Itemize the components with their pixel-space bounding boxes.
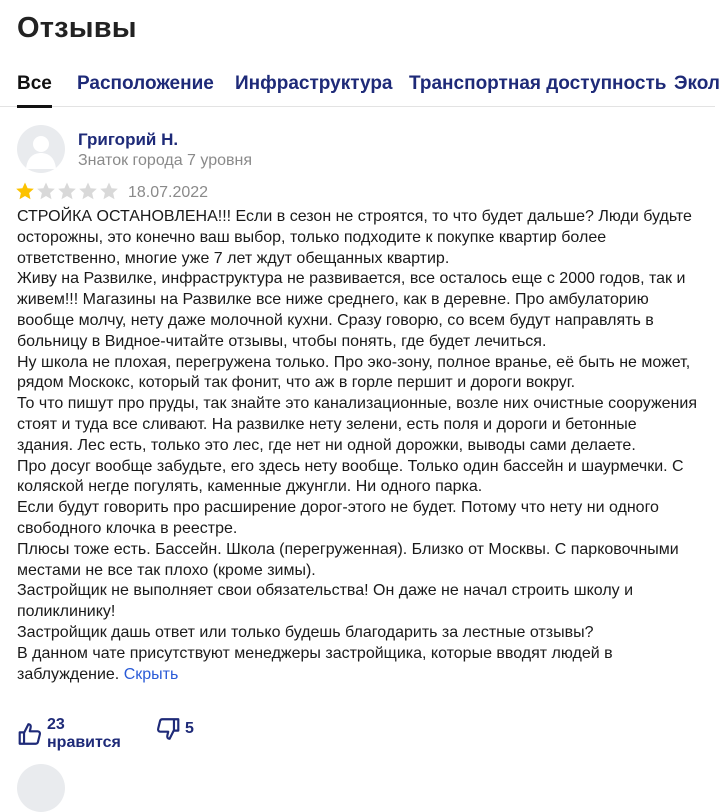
review-date: 18.07.2022	[128, 184, 209, 201]
dislikes-count: 5	[185, 720, 194, 737]
likes-label: 23 нравится	[47, 716, 121, 751]
thumbs-up-icon	[17, 721, 43, 747]
star-empty-icon	[99, 181, 119, 201]
hide-link[interactable]: Скрыть	[123, 665, 179, 683]
star-empty-icon	[78, 181, 98, 201]
review-paragraph: Если будут говорить про расширение дорог-этого не будет. Потому что нету ни одного свободного клочка в реестре.	[17, 499, 659, 537]
like-button[interactable]	[17, 716, 121, 752]
rating-stars	[15, 181, 120, 203]
tab-transport[interactable]: Транспортная доступность	[409, 73, 667, 94]
tab-location[interactable]: Расположение	[77, 73, 214, 94]
review-paragraph: Застройщик дашь ответ или только будешь благодарить за лестные отзывы?	[17, 623, 594, 641]
author-name[interactable]: Григорий Н.	[78, 130, 179, 149]
review-paragraph: Про досуг вообще забудьте, его здесь нету вообще. Только один бассейн и шаурмечки. С коляской негде погулять, каменные джунгли. Ни одного парка.	[17, 457, 684, 496]
star-empty-icon	[36, 181, 56, 201]
review-paragraph-last	[17, 644, 697, 686]
avatar[interactable]	[17, 125, 65, 173]
tab-all[interactable]: Все	[17, 73, 52, 94]
review-paragraph: СТРОЙКА ОСТАНОВЛЕНА!!! Если в сезон не строятся, то что будет дальше? Люди будьте осторожны, это конечно ваш выбор, только подходите к покупке квартир более ответственно, многие уже 7 лет ждут обещанных квартир.	[17, 208, 692, 267]
review-paragraph: Ну школа не плохая, перегружена только. Про эко-зону, полное вранье, её быть не может, рядом Москокс, который так фонит, что аж в горле першит и дороги вокруг.	[17, 353, 691, 392]
star-filled-icon	[15, 181, 35, 201]
dislike-button[interactable]	[155, 716, 194, 742]
review-paragraph: Плюсы тоже есть. Бассейн. Школа (перегруженная). Близко от Москвы. С парковочными местами не все так плохо (кроме зимы).	[17, 540, 679, 579]
tab-ecology[interactable]: Экол	[674, 73, 720, 94]
user-silhouette-icon	[17, 125, 65, 173]
thumbs-down-icon	[155, 716, 181, 742]
review-paragraph: Застройщик не выполняет свои обязательства! Он даже не начал строить школу и поликлинику!	[17, 582, 634, 621]
author-rank: Знаток города 7 уровня	[78, 152, 253, 169]
page-title: Отзывы	[17, 12, 137, 44]
review-paragraph-text: В данном чате присутствуют менеджеры застройщика, которые вводят людей в заблуждение.	[17, 644, 613, 683]
avatar-next-review[interactable]	[17, 764, 65, 812]
review-paragraph: Живу на Развилке, инфраструктура не развивается, все осталось еще с 2000 годов, так и живем!!! Магазины на Развилке все ниже среднего, как в деревне. Про амбулаторию вообще молчу, нету даже молочной кухни. Сразу говорю, со всем будут направлять в больницу в Видное-читайте отзывы, чтобы понять, где будет лечиться.	[17, 270, 686, 350]
review-paragraph: То что пишут про пруды, так знайте это канализационные, возле них очистные сооружения стоят и туда все сливают. На развилке нету зелени, есть поля и дороги и бетонные здания. Лес есть, только это лес, где нет ни одной дорожки, выводы сами делаете.	[17, 395, 697, 454]
review-text	[17, 207, 697, 685]
star-empty-icon	[57, 181, 77, 201]
tab-infrastructure[interactable]: Инфраструктура	[235, 73, 393, 94]
filter-tabs	[0, 64, 720, 107]
